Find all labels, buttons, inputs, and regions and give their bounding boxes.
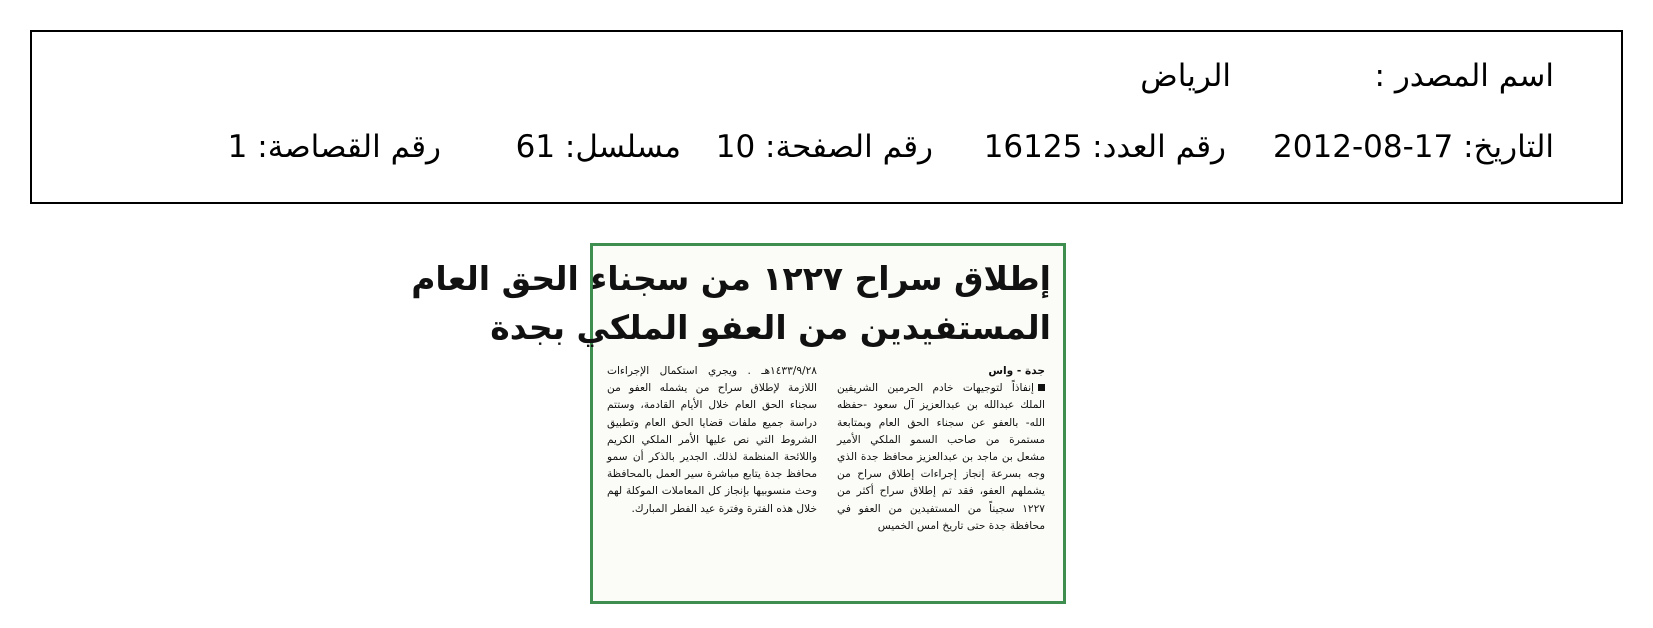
article-column-left [607, 363, 817, 599]
article-column-right-text: إنفاذاً لتوجيهات خادم الحرمين الشريفين الملك عبدالله بن عبدالعزيز آل سعود -حفظه الله- بالعفو عن سجناء الحق العام وبمتابعة مستمرة من صاحب السمو الملكي الأمير مشعل بن ماجد بن عبدالعزيز محافظ جدة الذي وجه بسرعة إنجاز إجراءات إطلاق سراح من يشملهم العفو، فقد تم إطلاق سراح أكثر من ١٢٢٧ سجيناً من المستفيدين من العفو في محافظة جدة حتى تاريخ امس الخميس [837, 382, 1045, 532]
source-label: اسم المصدر : [1374, 58, 1554, 94]
source-info-box [30, 30, 1623, 204]
headline-line-2: المستفيدين من العفو الملكي بجدة [490, 308, 1051, 347]
date-label: التاريخ: 17-08-2012 [1273, 129, 1554, 165]
headline-line-1: إطلاق سراح ١٢٢٧ من سجناء الحق العام [411, 259, 1051, 298]
newspaper-clipping [411, 243, 1066, 604]
bullet-square-icon [1038, 384, 1045, 391]
source-value: الرياض [1140, 58, 1231, 94]
article-column-right [837, 363, 1045, 599]
issue-number-label: رقم العدد: 16125 [983, 129, 1226, 165]
article-dateline: جدة - واس [988, 365, 1045, 377]
serial-number-label: مسلسل: 61 [515, 129, 681, 165]
clipping-number-label: رقم القصاصة: 1 [227, 129, 441, 165]
page-number-label: رقم الصفحة: 10 [715, 129, 933, 165]
article-column-left-text: ١٤٣٣/٩/٢٨هـ . ويجري استكمال الإجراءات اللازمة لإطلاق سراح من يشمله العفو من سجناء الحق العام خلال الأيام القادمة، وستتم دراسة جميع ملفات قضايا الحق العام وتطبيق الشروط التي نص عليها الأمر الملكي الكريم واللائحة المنظمة لذلك. الجدير بالذكر أن سمو محافظ جدة يتابع مباشرة سير العمل بالمحافظة وحث منسوبيها بإنجاز كل المعاملات الموكلة لهم خلال هذه الفترة وفترة عيد الفطر المبارك. [607, 365, 817, 515]
